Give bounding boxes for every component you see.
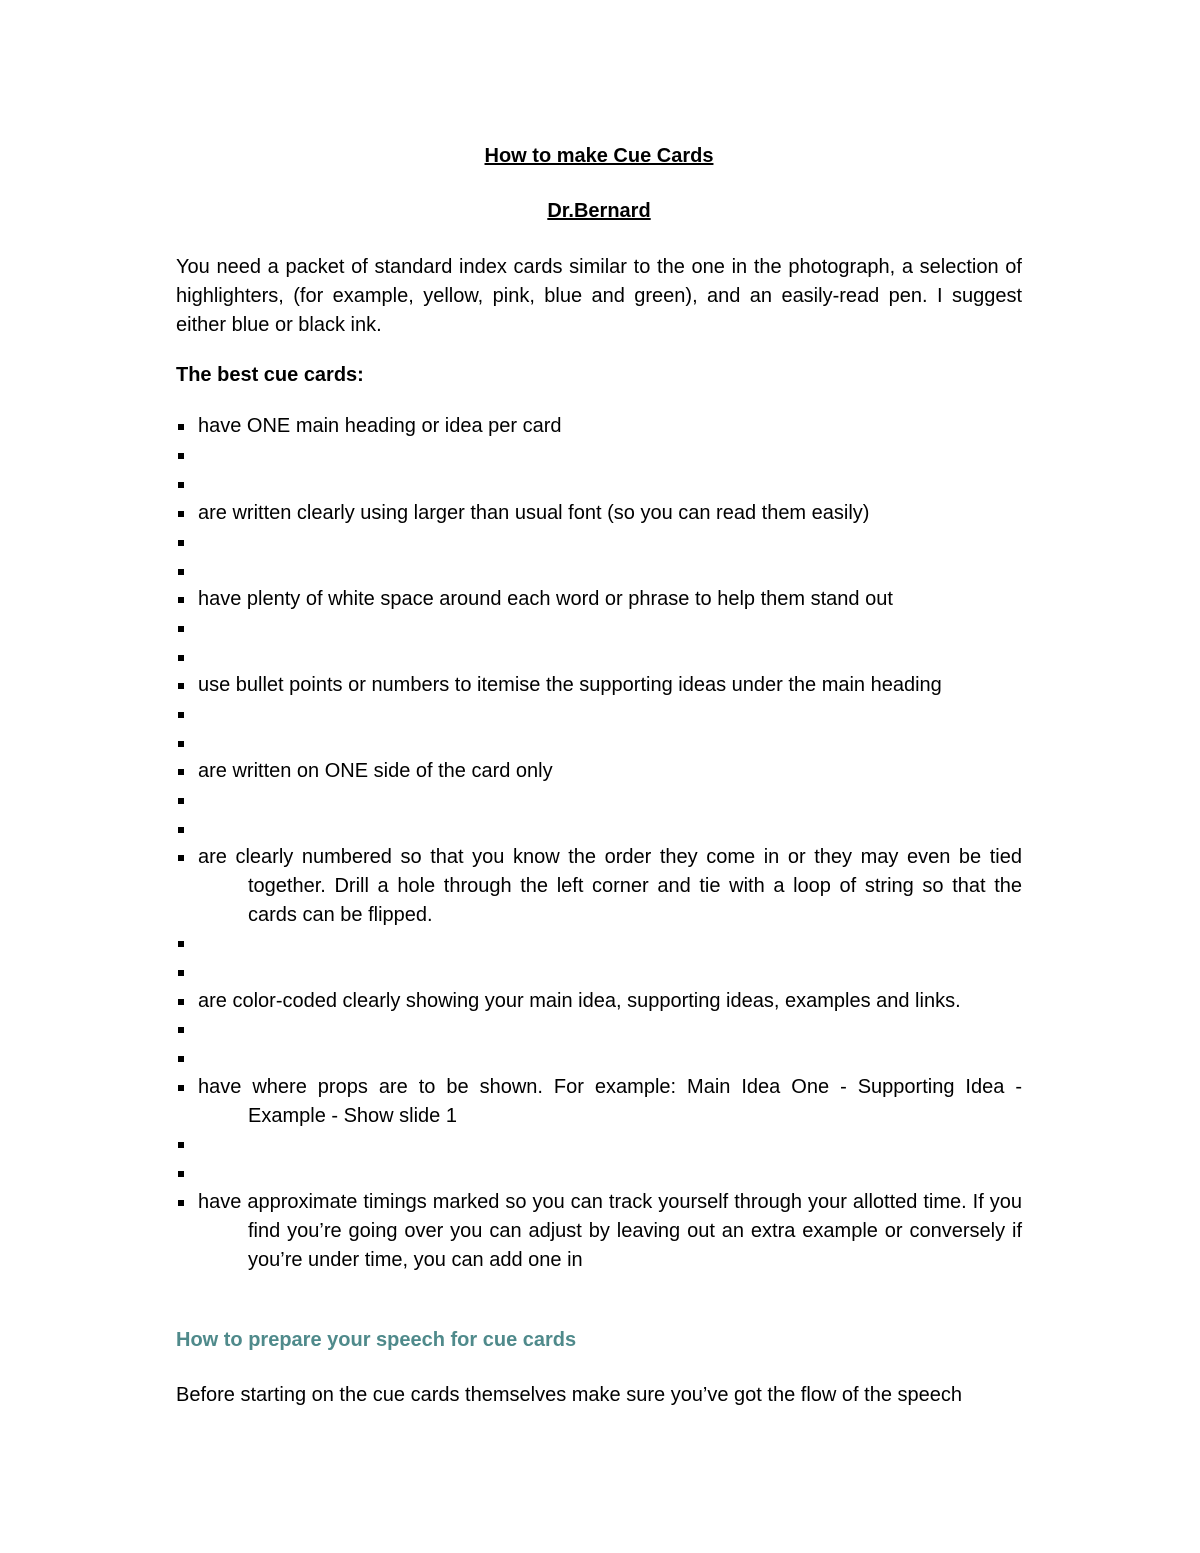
intro-paragraph: You need a packet of standard index cards similar to the one in the photograph, a selection of highlighters, (for example, yellow, pink, blue and green), and an easily-read pen. I suggest either blue or black ink. — [176, 256, 1022, 336]
list-item-text: have approximate timings marked so you can track yourself through your allotted time. If you find you’re going over you can adjust by leaving out an extra example or conversely if you’re under time, you can add one in — [198, 1191, 1022, 1271]
bullet-icon — [178, 482, 184, 488]
bullet-icon — [178, 626, 184, 632]
list-item — [176, 843, 1022, 930]
bullet-icon — [178, 1142, 184, 1148]
bullet-icon — [178, 569, 184, 575]
list-item-text: have where props are to be shown. For example: Main Idea One - Supporting Idea - Example - Show slide 1 — [198, 1076, 1022, 1127]
bullet-icon — [178, 453, 184, 459]
list-item — [176, 987, 1022, 1016]
list-item-text: have ONE main heading or idea per card — [198, 415, 562, 437]
bullet-icon — [178, 1027, 184, 1033]
list-item-text: have plenty of white space around each word or phrase to help them stand out — [198, 588, 893, 610]
bullet-icon — [178, 683, 184, 689]
list-item — [176, 412, 1022, 441]
bullet-icon — [178, 741, 184, 747]
list-item — [176, 1073, 1022, 1131]
bullet-icon — [178, 855, 184, 861]
list-item — [176, 757, 1022, 786]
list-item-text: use bullet points or numbers to itemise the supporting ideas under the main heading — [198, 674, 942, 696]
bullet-icon — [178, 1085, 184, 1091]
list-item-text: are clearly numbered so that you know the order they come in or they may even be tied together. Drill a hole through the left corner and tie with a loop of string so that the cards can be flipped. — [198, 846, 1022, 926]
bullet-icon — [178, 655, 184, 661]
bullet-icon — [178, 1056, 184, 1062]
bullet-icon — [178, 798, 184, 804]
bullet-icon — [178, 424, 184, 430]
bullet-icon — [178, 769, 184, 775]
closing-paragraph: Before starting on the cue cards themselves make sure you’ve got the flow of the speech — [176, 1384, 962, 1406]
bullet-icon — [178, 941, 184, 947]
list-item — [176, 1188, 1022, 1275]
bullet-icon — [178, 597, 184, 603]
list-item — [176, 671, 1022, 700]
bullet-icon — [178, 1200, 184, 1206]
list-item — [176, 585, 1022, 614]
bullet-icon — [178, 511, 184, 517]
list-item-text: are written clearly using larger than usual font (so you can read them easily) — [198, 502, 870, 524]
document-author: Dr.Bernard — [547, 200, 651, 222]
section-heading: How to prepare your speech for cue cards — [176, 1329, 577, 1351]
bullet-icon — [178, 827, 184, 833]
document-title: How to make Cue Cards — [484, 145, 714, 167]
list-item-text: are written on ONE side of the card only — [198, 760, 553, 782]
bullet-icon — [178, 540, 184, 546]
list-item-text: are color-coded clearly showing your main idea, supporting ideas, examples and links. — [198, 990, 961, 1012]
list-item — [176, 499, 1022, 528]
list-subheading: The best cue cards: — [176, 364, 364, 386]
bullet-icon — [178, 970, 184, 976]
bullet-icon — [178, 712, 184, 718]
bullet-icon — [178, 999, 184, 1005]
bullet-icon — [178, 1171, 184, 1177]
